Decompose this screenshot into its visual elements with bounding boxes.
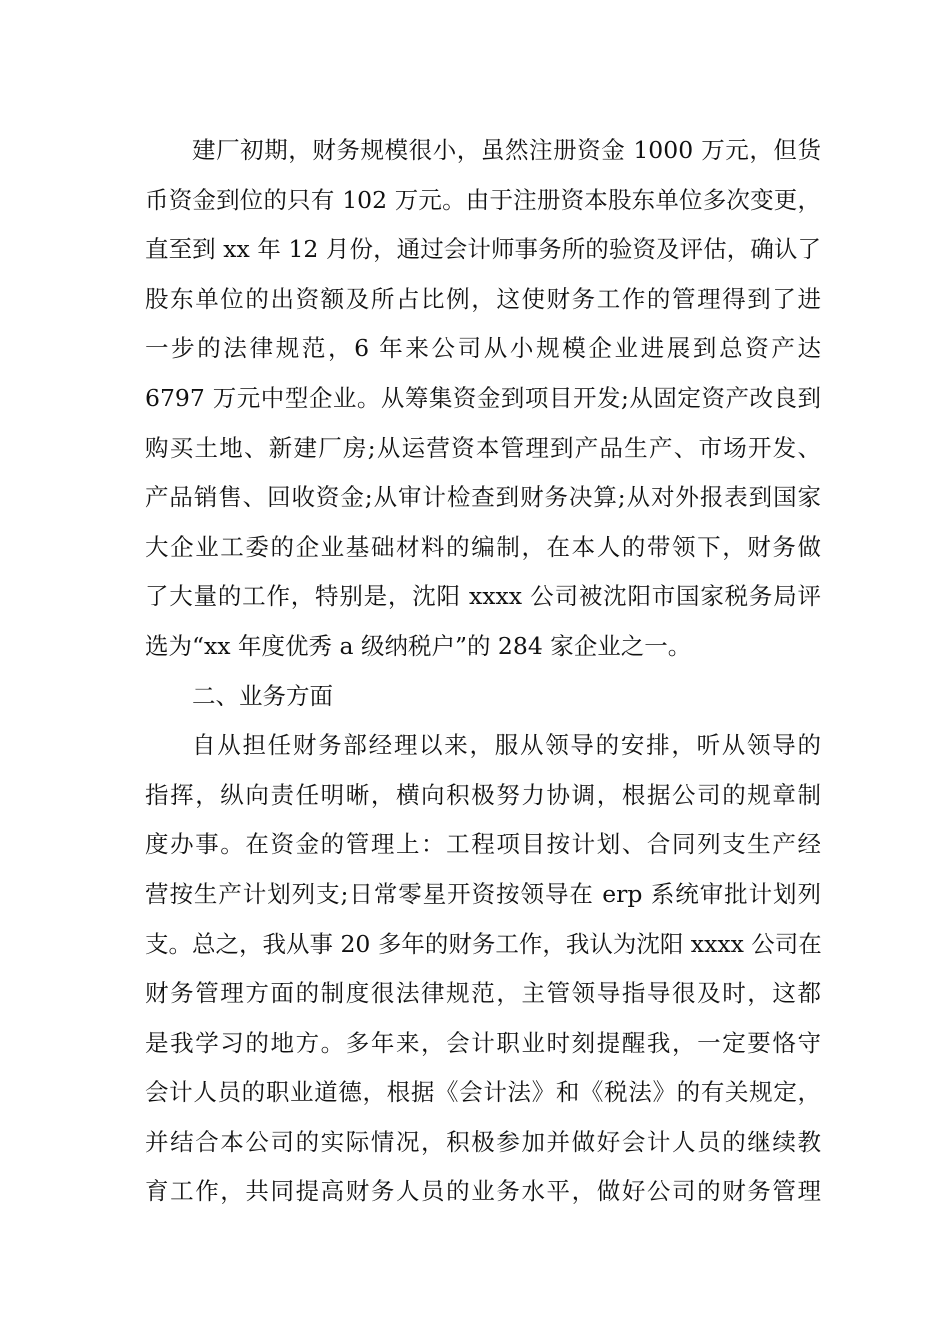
paragraph-line: 直至到 xx 年 12 月份，通过会计师事务所的验资及评估，确认了 bbox=[145, 235, 821, 264]
paragraph-line: 支。总之，我从事 20 多年的财务工作，我认为沈阳 xxxx 公司在 bbox=[145, 929, 822, 958]
paragraph-line: 财务管理方面的制度很法律规范，主管领导指导很及时，这都 bbox=[145, 979, 821, 1008]
paragraph-line: 是我学习的地方。多年来，会计职业时刻提醒我，一定要恪守 bbox=[145, 1028, 821, 1057]
paragraph-line: 自从担任财务部经理以来，服从领导的安排，听从领导的 bbox=[192, 731, 821, 760]
paragraph-line: 指挥，纵向责任明晰，横向积极努力协调，根据公司的规章制 bbox=[145, 780, 821, 809]
paragraph-line: 度办事。在资金的管理上：工程项目按计划、合同列支生产经 bbox=[145, 830, 821, 859]
paragraph-finance-history bbox=[145, 126, 821, 672]
paragraph-line: 大企业工委的企业基础材料的编制，在本人的带领下，财务做 bbox=[145, 532, 821, 561]
paragraph-line: 育工作，共同提高财务人员的业务水平，做好公司的财务管理 bbox=[145, 1177, 821, 1206]
paragraph-line: 建厂初期，财务规模很小，虽然注册资金 1000 万元，但货 bbox=[192, 136, 821, 164]
paragraph-line: 并结合本公司的实际情况，积极参加并做好会计人员的继续教 bbox=[145, 1127, 821, 1156]
paragraph-line: 会计人员的职业道德，根据《会计法》和《税法》的有关规定， bbox=[145, 1078, 821, 1107]
section-heading: 二、业务方面 bbox=[192, 681, 333, 710]
paragraph-line: 产品销售、回收资金;从审计检查到财务决算;从对外报表到国家 bbox=[145, 483, 821, 512]
paragraph-line: 选为“xx 年度优秀 a 级纳税户”的 284 家企业之一。 bbox=[145, 631, 692, 660]
paragraph-business bbox=[145, 721, 821, 1217]
paragraph-line: 一步的法律规范，6 年来公司从小规模企业进展到总资产达 bbox=[145, 334, 821, 363]
paragraph-line: 了大量的工作，特别是，沈阳 xxxx 公司被沈阳市国家税务局评 bbox=[145, 582, 821, 611]
paragraph-line: 购买土地、新建厂房;从运营资本管理到产品生产、市场开发、 bbox=[145, 433, 821, 462]
paragraph-line: 股东单位的出资额及所占比例，这使财务工作的管理得到了进 bbox=[145, 284, 821, 313]
paragraph-line: 币资金到位的只有 102 万元。由于注册资本股东单位多次变更， bbox=[145, 185, 821, 214]
paragraph-line: 营按生产计划列支;日常零星开资按领导在 erp 系统审批计划列 bbox=[145, 879, 821, 908]
document-body bbox=[145, 126, 821, 1217]
paragraph-line: 6797 万元中型企业。从筹集资金到项目开发;从固定资产改良到 bbox=[145, 383, 821, 412]
